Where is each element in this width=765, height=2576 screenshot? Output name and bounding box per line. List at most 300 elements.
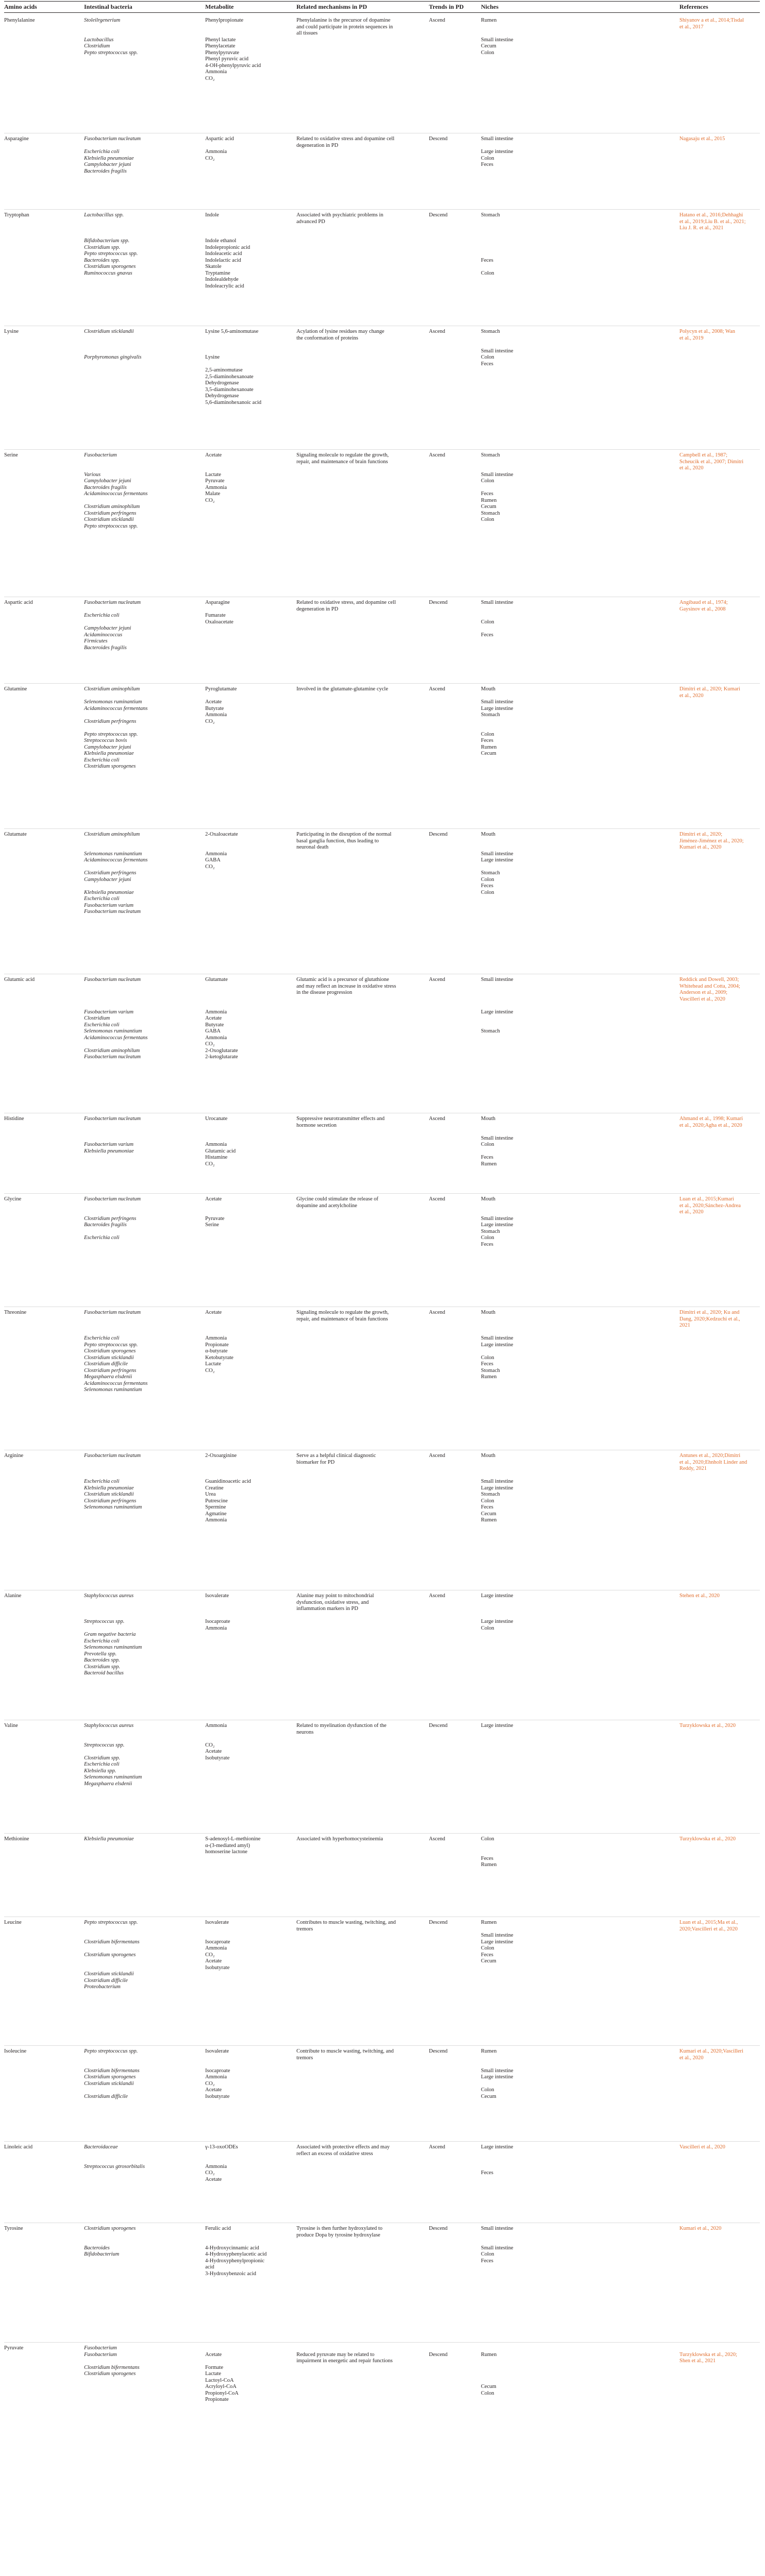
cell-line: Pepto streptococcus spp. [84,523,138,529]
cell-refs[interactable] [679,1723,762,1730]
cell-line: Acidaminococcus fermentans [84,705,148,711]
cell-line: Fusobacterium [84,452,117,458]
cell-line: Cecum [481,504,496,510]
cell-metabolites [205,212,293,290]
cell-line: Descend [429,600,448,605]
cell-line: 2021 [679,1323,690,1328]
cell-mechanism [296,1723,424,1736]
cell-line: Pepto streptococcus spp. [84,2048,138,2054]
cell-line: Isoleucine [4,2048,27,2054]
cell-metabolites [205,329,293,406]
cell-line [205,984,293,990]
cell-line: Small intestine [481,2245,513,2251]
cell-line [84,30,204,37]
cell-line [84,1933,204,1939]
cell-line: Feces [481,2258,493,2264]
cell-line [84,883,204,890]
cell-line: Klebsiella pneumoniae [84,751,134,756]
cell-line [481,264,543,270]
cell-line [84,996,204,1003]
cell-line [481,1129,543,1136]
cell-trend [429,600,478,606]
cell-line [205,2345,293,2352]
cell-line: Large intestine [481,1723,513,1728]
cell-line [84,2239,204,2245]
cell-line: Phenyl lactate [205,37,236,43]
cell-line [84,864,204,871]
cell-amino-acid [4,1920,80,1926]
cell-trend [429,832,478,838]
cell-line: Ammonia [205,1142,227,1147]
cell-line: Creatine [205,1485,224,1491]
cell-line: Dimitri et al., 2020; [679,832,723,837]
cell-bacteria [84,452,204,530]
cell-amino-acid [4,1593,80,1600]
table-row [0,1723,765,1832]
cell-line: Glutamic acid [4,977,35,982]
cell-line: Colon [481,1235,494,1241]
cell-line: Large intestine [481,857,513,863]
cell-line: Vascilleri et al., 2020 [679,2144,725,2150]
cell-line: Rumen [481,1517,497,1523]
cell-line [84,693,204,700]
cell-refs[interactable] [679,686,762,699]
cell-line: Reduced pyruvate may be related to [296,2351,375,2358]
cell-line [481,990,543,996]
cell-line: Fusobacterium nucleatum [84,1310,141,1315]
cell-line [481,1849,543,1856]
cell-line: Clostridium bifermentans [84,2364,140,2370]
cell-line [481,143,543,149]
cell-refs[interactable] [679,1116,762,1129]
cell-line: Small intestine [481,1479,513,1484]
cell-line: α-(3-mediated amyl) [205,1842,250,1849]
cell-line: Butyrate [205,705,224,711]
row-separator [4,1193,760,1194]
cell-line: Selenomonas ruminantium [84,1774,142,1780]
cell-line [481,2232,543,2239]
cell-mechanism [296,329,424,342]
cell-line: Bacteroidaceae [84,2144,118,2150]
cell-line: Rumen [481,2351,497,2358]
cell-line: Ammonia [205,2163,227,2170]
cell-line: Ammonia [205,69,227,75]
cell-line: Descend [429,212,448,218]
cell-amino-acid [4,1116,80,1123]
cell-line: Small intestine [481,2226,513,2231]
cell-line [205,1736,293,1742]
cell-refs[interactable] [679,600,762,613]
table-row [0,2048,765,2140]
cell-line [481,225,543,232]
cell-line: et al., 2020;Ehnholt Linder and [679,1459,747,1465]
cell-line: Acetate [205,699,222,705]
cell-line: GABA [205,857,221,863]
cell-refs[interactable] [679,2144,762,2151]
cell-line: Propionate [205,1342,229,1348]
cell-line [205,990,293,996]
cell-trend [429,2345,478,2358]
cell-line [84,1600,204,1606]
cell-trend [429,1196,478,1203]
cell-line: Cecum [481,2093,496,2099]
cell-line: Clostridium bifermentans [84,1939,140,1945]
cell-line: Descend [429,136,448,142]
cell-refs[interactable] [679,977,762,1003]
cell-line [205,1323,293,1329]
cell-line: Rumen [481,1920,497,1925]
cell-line: Ascend [429,1453,445,1459]
cell-line [205,361,293,368]
cell-refs[interactable] [679,18,762,30]
cell-line [205,2157,293,2164]
cell-line [481,1843,543,1850]
cell-line: Acylation of lysine residues may change [296,329,385,334]
cell-refs[interactable] [679,452,762,472]
cell-line: Feces [481,2170,493,2176]
cell-line [84,1203,204,1210]
cell-line: Agmatine [205,1511,227,1517]
cell-line: Selenomonas ruminantium [84,851,142,857]
cell-line [84,1316,204,1323]
cell-trend [429,18,478,24]
cell-line: Asparagine [205,600,230,605]
cell-line: Descend [429,2048,448,2054]
cell-line: basal ganglia function, thus leading to [296,838,379,844]
cell-line: and may reflect an increase in oxidative stress [296,983,396,989]
cell-trend [429,686,478,693]
cell-bacteria [84,2345,204,2378]
cell-line: Associated with hyperhomocysteinemia [296,1836,383,1842]
header-rule [4,12,760,13]
cell-line: Serve as a helpful clinical diagnostic [296,1453,376,1459]
cell-line: in the disease progression [296,990,353,995]
cell-mechanism [296,18,424,37]
cell-line: Colon [481,2390,494,2396]
cell-line: Colon [481,1142,494,1147]
table-row [0,212,765,325]
cell-line: advanced PD [296,218,325,225]
cell-line [205,232,293,239]
cell-line: Associated with protective effects and may [296,2144,390,2150]
cell-line: Acetate [205,1958,222,1964]
cell-line: Acetate [205,1196,222,1202]
cell-line [205,2151,293,2158]
cell-line: Angibaud et al., 1974; [679,600,728,605]
cell-line [481,1460,543,1466]
cell-line: Feces [481,738,493,743]
cell-line [481,996,543,1003]
table-row [0,18,765,132]
table-row [0,329,765,448]
cell-line: degeneration in PD [296,142,339,148]
cell-refs[interactable] [679,2048,762,2061]
cell-refs[interactable] [679,136,762,143]
cell-line: Ammonia [205,1035,227,1041]
cell-refs[interactable] [679,1310,762,1329]
cell-line: Fusobacterium varium [84,902,134,908]
cell-line: Campbell et al., 1987; [679,452,728,458]
cell-refs[interactable] [679,1920,762,1933]
cell-line: Kumari et al., 2020 [679,844,722,850]
cell-refs[interactable] [679,1836,762,1843]
cell-line [481,1606,543,1613]
cell-line: Acidaminococcus [84,632,123,638]
cell-line: Tryptophan [4,212,29,218]
cell-line: CO₂ [205,2170,215,2176]
cell-line: Clostridium perfringens [84,718,137,724]
cell-line: Clostridium difficile [84,1977,128,1984]
cell-line: Descend [429,2226,448,2231]
cell-line: Kumari et al., 2020;Vascilleri [679,2048,743,2054]
cell-line: Tyrosine [4,2226,23,2231]
cell-line: Campylobacter jejuni [84,876,131,883]
cell-mechanism [296,2048,424,2061]
cell-line [84,1749,204,1755]
cell-amino-acid [4,2144,80,2151]
cell-metabolites [205,832,293,870]
cell-line: Feces [481,1361,493,1367]
cell-line [205,838,293,845]
cell-line: Isobutyrate [205,2093,230,2099]
cell-line [481,342,543,348]
cell-line: Stomach [481,1028,500,1034]
cell-line: 4-Hydroxycinnamic acid [205,2245,259,2251]
cell-line: Urea [205,1492,216,1497]
header-bacteria: Intestinal bacteria [84,3,132,10]
table-row [0,1116,765,1192]
table-row [0,2226,765,2341]
cell-line: Fusobacterium varium [84,1009,134,1015]
cell-line: Large intestine [481,1009,513,1015]
cell-trend [429,136,478,143]
cell-line: Clostridium [84,43,110,49]
cell-line: Rumen [481,1862,497,1868]
cell-niches [481,18,543,56]
cell-amino-acid [4,977,80,984]
cell-line [84,990,204,996]
cell-line: Fusobacterium nucleatum [84,600,141,605]
cell-line: Klebsiella spp. [84,1768,117,1774]
cell-line: Colon [481,2251,494,2257]
cell-line: Escherichia coli [84,613,120,618]
cell-line: Acetate [205,452,222,458]
cell-line: Colon [481,2087,494,2093]
cell-line: Ketobutyrate [205,1354,234,1361]
cell-line: Clostridium sporogenes [84,1952,136,1958]
cell-line: Acidaminococcus fermentans [84,857,148,863]
cell-line: Indolepropionic acid [205,244,251,250]
cell-line: Clostridium perfringens [84,510,137,516]
cell-amino-acid [4,452,80,459]
cell-line: 2-Oxaloacetate [205,832,238,837]
cell-niches [481,1593,543,1632]
cell-niches [481,1310,543,1381]
cell-line: Colon [481,876,494,883]
cell-line: Ammonia [205,484,227,490]
cell-bacteria [84,1453,204,1511]
cell-line [296,2345,424,2352]
cell-line: Campylobacter jejuni [84,478,131,484]
table-row [0,832,765,973]
cell-line [84,232,204,239]
cell-line: Phenylalanine is the precursor of dopamine [296,18,391,23]
cell-line: Guanidinoacetic acid [205,1479,251,1484]
cell-line: Large intestine [481,1593,513,1599]
cell-metabolites [205,2226,293,2277]
cell-line: et al., 2020 [679,465,704,471]
cell-line: Butyrate [205,1022,224,1028]
cell-line: Isobutyrate [205,1964,230,1971]
cell-bacteria [84,1116,204,1155]
cell-niches [481,452,543,523]
cell-refs[interactable] [679,212,762,232]
cell-line: Colon [481,731,494,737]
cell-line [84,1129,204,1136]
cell-line: Small intestine [481,471,513,478]
cell-line [481,1472,543,1479]
cell-bacteria [84,600,204,651]
cell-line: Ahmand et al., 1998; Kumari [679,1116,743,1122]
cell-niches [481,2048,543,2100]
cell-line: Colon [481,270,494,276]
cell-amino-acid [4,600,80,606]
cell-line: Colon [481,478,494,484]
cell-line [481,2358,543,2365]
table-row [0,452,765,596]
cell-line: CO₂ [205,1041,215,1047]
cell-amino-acid [4,1723,80,1730]
cell-line: Rumen [481,2048,497,2054]
cell-line [679,2345,762,2352]
cell-line: Lactoyl-CoA [205,2377,234,2383]
cell-line: Colon [481,517,494,522]
cell-refs[interactable] [679,329,762,342]
cell-line: Feces [481,632,493,638]
cell-line: Small intestine [481,600,513,605]
cell-line: Clostridium sticklandii [84,1971,134,1977]
cell-mechanism [296,1310,424,1323]
cell-line: Liu J. R. et al., 2021 [679,225,724,231]
cell-line [481,24,543,31]
cell-line: Hatano et al., 2016;Dehhaghi [679,212,743,218]
cell-line: Indolelactic acid [205,257,241,263]
cell-amino-acid [4,832,80,838]
cell-refs[interactable] [679,1196,762,1216]
cell-line: Turzyklowska et al., 2020 [679,1836,736,1842]
cell-refs[interactable] [679,2345,762,2365]
cell-line [84,1736,204,1742]
cell-line [481,219,543,226]
cell-line: Lysine 5,6-aminomutase [205,329,259,334]
row-separator [4,2342,760,2343]
cell-line: Megasphaera elsdenii [84,1781,132,1787]
cell-line: Colon [481,155,494,161]
cell-niches [481,1723,543,1730]
cell-line: Descend [429,1920,448,1925]
cell-line: Bifidobacterium spp. [84,238,130,244]
cell-trend [429,2048,478,2055]
cell-line: Clostridium sporogenes [84,2226,136,2231]
cell-mechanism [296,1836,424,1843]
cell-line [205,1606,293,1613]
cell-line: Klebsiella pneumoniae [84,155,134,161]
cell-line: the conformation of proteins [296,335,358,341]
cell-line: Indoleacrylic acid [205,283,244,289]
cell-line: all tissues [296,30,318,36]
cell-line: Clostridium sticklandii [84,329,134,334]
table-row [0,977,765,1112]
cell-line [84,2061,204,2068]
cell-line: Cecum [481,1958,496,1964]
cell-line: Phenylacetate [205,43,236,49]
cell-line [481,2371,543,2378]
cell-metabolites [205,1593,293,1632]
cell-line: Phenylpyruvate [205,49,239,56]
row-separator [4,1833,760,1834]
cell-refs[interactable] [679,2226,762,2232]
cell-line: reflect an excess of oxidative stress [296,2150,373,2157]
cell-line: Bacteroides fragilis [84,645,127,651]
cell-line: 4-Hydroxyphenylacetic acid [205,2251,267,2257]
cell-niches [481,600,543,638]
cell-line: Clostridium aminophilum [84,1047,140,1054]
cell-trend [429,452,478,459]
cell-line: Bacteroides fragilis [84,484,127,490]
cell-line: Pepto streptococcus spp. [84,49,138,56]
cell-trend [429,1453,478,1460]
cell-line: Serine [205,1222,219,1228]
cell-refs[interactable] [679,1593,762,1600]
cell-line: 2-Oxoglutarate [205,1047,238,1054]
cell-niches [481,1453,543,1524]
cell-line: Urocanate [205,1116,228,1122]
cell-refs[interactable] [679,1453,762,1472]
cell-line [205,342,293,348]
cell-line: Descend [429,1723,448,1728]
cell-line [205,2358,293,2365]
cell-line: Kumari et al., 2020 [679,2226,722,2231]
cell-line: Stomach [481,1492,500,1497]
cell-line: neuronal death [296,844,329,850]
cell-line: acid [205,2264,214,2270]
cell-line: hormone secretion [296,1122,337,1128]
cell-line: 2,5-aminomutase [205,367,243,373]
cell-metabolites [205,2345,293,2403]
cell-line: Fusobacterium nucleatum [84,136,141,142]
cell-line: Clostridium perfringens [84,1215,137,1222]
cell-line [481,838,543,845]
cell-line [481,2345,543,2352]
cell-line: dysfunction, oxidative stress, and [296,1599,369,1605]
cell-line [84,725,204,732]
cell-line: dopamine and acetylcholine [296,1202,357,1209]
cell-amino-acid [4,1453,80,1460]
cell-line: Suppressive neurotransmitter effects and [296,1116,385,1122]
cell-trend [429,977,478,984]
cell-refs[interactable] [679,832,762,851]
header-niches: Niches [481,3,498,10]
cell-line [84,335,204,342]
cell-line: Fusobacterium varium [84,1142,134,1147]
cell-line [84,1123,204,1129]
cell-line: Indole [205,212,219,218]
cell-line: Scheucik et al., 2007; Dimitri [679,459,744,465]
cell-bacteria [84,18,204,56]
cell-line [84,1613,204,1619]
cell-metabolites [205,18,293,82]
cell-line: Mouth [481,832,496,837]
